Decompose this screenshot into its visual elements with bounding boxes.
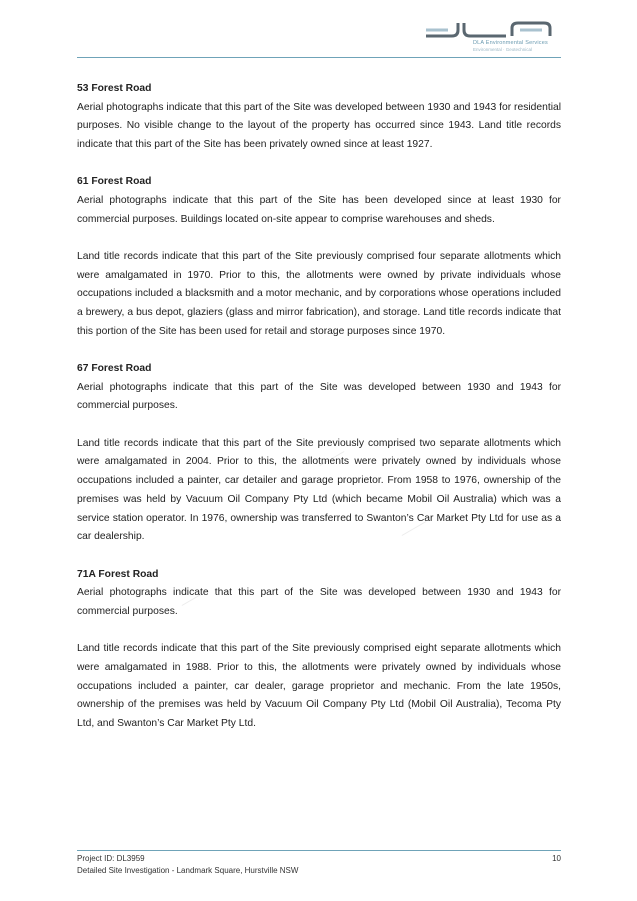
section-heading: 61 Forest Road [77,176,152,188]
paragraph: Land title records indicate that this part of the Site previously comprised eight separate allotments which were amalgamated in 1988. Prior to this, the allotments were privately owned by individuals whose occupations included a painter, car dealer, garage proprietor and mechanic. From the late 1950s, ownership of the premises was held by Vacuum Oil Company Pty Ltd (Mobil Oil Australia), Tecoma Pty Ltd, and Swanton’s Car Market Pty Ltd. [77,643,561,729]
paragraph: Land title records indicate that this part of the Site previously comprised two separate allotments which were amalgamated in 2004. Prior to this, the allotments were privately owned by individuals whose occupations included a painter, car detailer and garage proprietor. From 1958 to 1976, ownership of the premises was held by Vacuum Oil Company Pty Ltd (which became Mobil Oil Australia) which was a service station operator. In 1976, ownership was transferred to Swanton’s Car Market Pty Ltd for use as a car dealership. [77,437,561,543]
paragraph: Aerial photographs indicate that this part of the Site was developed between 1930 and 1943 for residential purposes. No visible change to the layout of the property has occurred since 1943. Land title records indicate that this part of the Site has been privately owned since at least 1927. [77,101,561,150]
section-71a-forest-road [77,566,561,734]
paragraph: Aerial photographs indicate that this part of the Site has been developed since at least 1930 for commercial purposes. Buildings located on-site appear to comprise warehouses and sheds. [77,194,561,225]
paragraph: Aerial photographs indicate that this part of the Site was developed between 1930 and 1943 for commercial purposes. [77,587,561,617]
logo-company-name: DLA Environmental Services [473,40,548,46]
logo-tagline: Environmental · Geotechnical [473,47,533,52]
footer-divider [77,850,561,851]
paragraph: Land title records indicate that this part of the Site previously comprised four separate allotments which were amalgamated in 1970. Prior to this, the allotments were owned by private individuals whose occupations included a blacksmith and a motor mechanic, and by corporations whose operations included a brewery, a bus depot, glaziers (glass and mirror fabrication), and storage. Land title records indicate that this portion of the Site has been used for retail and storage purposes since 1970. [77,250,561,337]
section-heading: 71A Forest Road [77,568,159,580]
company-logo [424,20,560,62]
header-divider [77,57,561,58]
section-53-forest-road [77,80,561,155]
paragraph: Aerial photographs indicate that this part of the Site was developed between 1930 and 1943 for commercial purposes. [77,381,561,412]
section-heading: 53 Forest Road [77,83,152,94]
footer-report-title: Detailed Site Investigation - Landmark Square, Hurstville NSW [77,865,299,875]
section-heading: 67 Forest Road [77,363,152,375]
page-footer [77,853,561,876]
footer-project-id: Project ID: DL3959 [77,854,145,863]
section-67-forest-road [77,360,561,547]
document-body [77,80,561,734]
page-number: 10 [552,854,561,863]
section-61-forest-road [77,173,561,341]
